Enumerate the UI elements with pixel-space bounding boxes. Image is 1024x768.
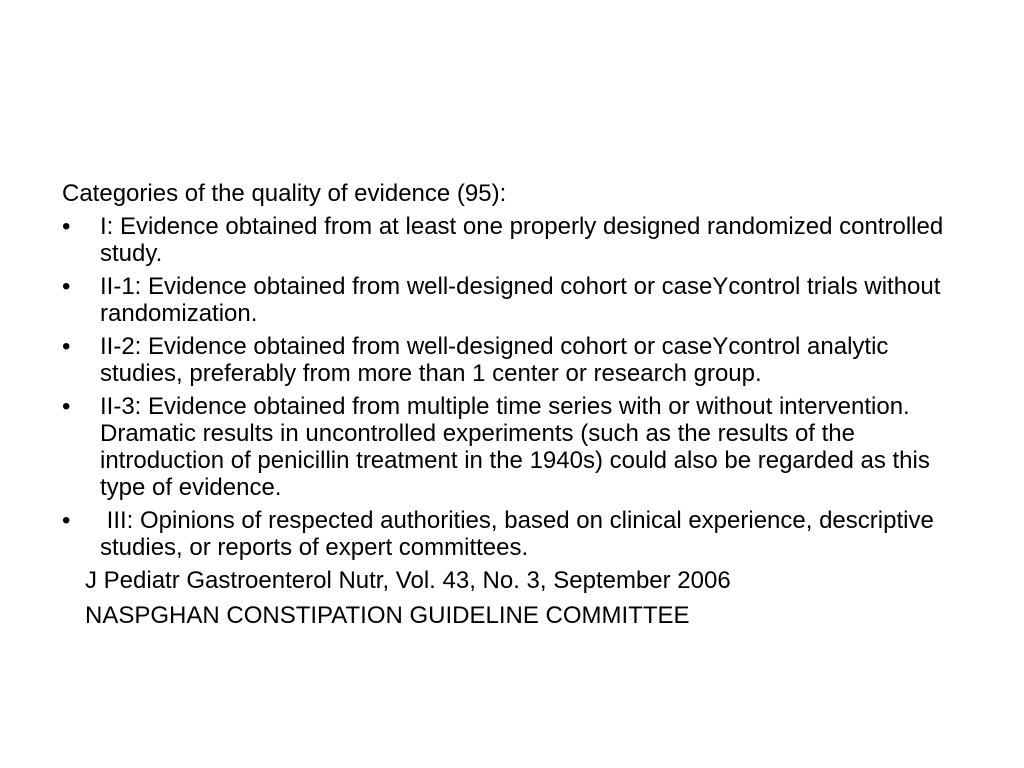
list-item <box>62 273 962 327</box>
bullet-icon: • <box>62 393 71 420</box>
bullet-icon: • <box>62 273 71 300</box>
list-item <box>62 213 962 267</box>
citation-committee: NASPGHAN CONSTIPATION GUIDELINE COMMITTEE <box>85 602 690 629</box>
slide-heading: Categories of the quality of evidence (95): <box>62 180 507 207</box>
citation <box>85 567 962 629</box>
evidence-category-text: II-3: Evidence obtained from multiple time series with or without intervention. Dramatic results in uncontrolled experiments (such as the results of the introduction of penicillin treatment in the 1940s) could also be regarded as this type of evidence. <box>100 393 937 501</box>
list-item <box>62 333 962 387</box>
slide-content <box>62 180 962 637</box>
evidence-category-text: II-2: Evidence obtained from well-designed cohort or caseYcontrol analytic studies, preferably from more than 1 center or research group. <box>100 333 896 387</box>
evidence-category-list <box>62 213 962 561</box>
bullet-icon: • <box>62 507 71 534</box>
evidence-category-text: I: Evidence obtained from at least one properly designed randomized controlled study. <box>100 213 950 267</box>
list-item <box>62 393 962 501</box>
bullet-icon: • <box>62 213 71 240</box>
evidence-category-text: II-1: Evidence obtained from well-designed cohort or caseYcontrol trials without randomization. <box>100 273 948 327</box>
bullet-icon: • <box>62 333 71 360</box>
citation-journal: J Pediatr Gastroenterol Nutr, Vol. 43, No. 3, September 2006 <box>85 567 731 594</box>
evidence-category-text: III: Opinions of respected authorities, based on clinical experience, descriptive studies, or reports of expert committees. <box>100 507 941 561</box>
list-item <box>62 507 962 561</box>
